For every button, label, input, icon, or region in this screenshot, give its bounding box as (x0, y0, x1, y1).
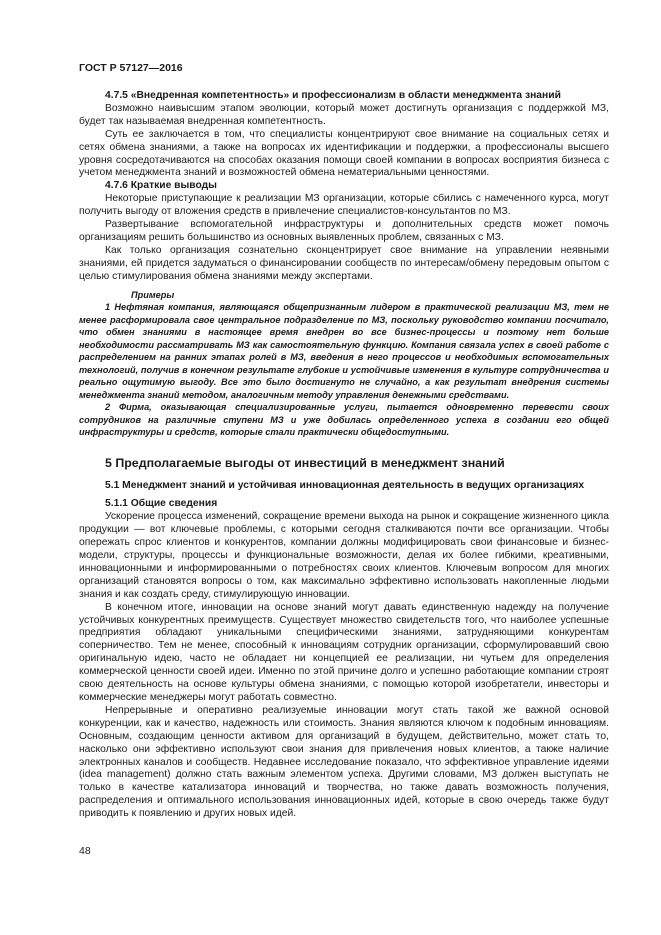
section-5-1-1-paragraph-1: Ускорение процесса изменений, сокращение времени выхода на рынок и сокращение жизненного цикла продукции — вот ключевые проблемы, с которыми сегодня сталкиваются почти все организации. Чтобы опережать спрос клиентов и конкурентов, компании должны модифицировать свои финансовые и бизнес-модели, структуры, процессы и функциональные возможности, делая их более гибкими, креативными, инновационными и информированными о потребностях своих клиентов. Ключевым вопросом для многих организаций становятся вопросы о том, как максимально эффективно использовать накопленные людьми знания и как создать среду, стимулирующую инновации. (79, 511, 609, 600)
section-4-7-6-paragraph-2: Развертывание вспомогательной инфраструктуры и дополнительных средств может помочь организациям решить большинство из основных выявленных проблем, связанных с МЗ. (79, 219, 609, 243)
examples-heading: Примеры (131, 289, 175, 300)
section-4-7-6-paragraph-3: Как только организация сознательно сконцентрирует свое внимание на управлении неявными знаниями, ей придется задуматься о финансировании сообществ по интересам/обмену передовым опытом с целью стимулирования обмена знаниями между экспертами. (79, 244, 609, 282)
section-4-7-6-heading: 4.7.6 Краткие выводы (105, 180, 217, 192)
standard-code-header: ГОСТ Р 57127—2016 (79, 62, 183, 74)
section-5-1-1-paragraph-3: Непрерывные и оперативно реализуемые инновации могут стать такой же важной основой конкуренции, как и качество, надежность или стоимость. Знания являются ключом к подобным инновациям. Основным, создающим ценности активом для организаций в будущем, действительно, может стать то, насколько они эффективно используют свои знания для привлечения новых клиентов, а также наличие электронных каналов и сообществ. Недавнее исследование показало, что эффективное управление идеями (idea management) должно стать важным элементом успеха. Другими словами, МЗ должен выступать не только в качестве катализатора инноваций и творчества, но также давать возможность получения, распределения и оптимального использования инновационных идей, которые в свою очередь также будут приводить к появлению и других новых идей. (79, 704, 609, 820)
example-1: 1 Нефтяная компания, являющаяся общепризнанным лидером в практической реализации МЗ, тем не менее расформировала свое центральное подразделение по МЗ, поскольку руководство компании посчитало, что обмен знаниями в настоящее время внедрен во все бизнес-процессы и поэтому нет больше необходимости рассматривать МЗ как самостоятельную функцию. Компания связала успех в своей работе с распределением на ранних этапах ролей в МЗ, введения в него процессов и необходимых вспомогательных технологий, получив в конечном результате глубокие и устойчивые изменения в культуре сотрудничества и реально ощутимую выгоду. Все это было достигнуто не случайно, а как результат внедрения системы менеджмента знаний методом, аналогичным методу управления денежными средствами. (79, 302, 609, 400)
section-4-7-5-heading: 4.7.5 «Внедренная компетентность» и профессионализм в области менеджмента знаний (105, 90, 561, 101)
document-body (79, 90, 609, 821)
example-2: 2 Фирма, оказывающая специализированные услуги, пытается одновременно перевести своих сотрудников на различные ступени МЗ и уже добилась определенного успеха в создании его общей инфраструктуры и средств, которые стали практически общедоступными. (79, 402, 609, 438)
section-5-1-1-paragraph-2: В конечном итоге, инновации на основе знаний могут давать единственную надежду на получение устойчивых конкурентных преимуществ. Существует множество свидетельств того, что наиболее успешные предприятия обладают уникальными специфическими знаниями, затрудняющими конкурентам соперничество. Тем не менее, способный к инновациям сотрудник организации, сформулировавший свою оригинальную идею, часто не обладает ни концепцией ее реализации, ни чутьем для определения коммерческой ценности своей идеи. Именно по этой причине долго и успешно работающие компании строят свою деятельность на основе культуры обмена знаниями, с помощью которой изобретатели, инвесторы и коммерческие менеджеры могут работать совместно. (79, 601, 609, 703)
section-5-1-1-heading: 5.1.1 Общие сведения (105, 498, 218, 510)
page-number: 48 (79, 845, 91, 857)
section-4-7-6-paragraph-1: Некоторые приступающие к реализации МЗ организации, которые сбились с намеченного курса, могут получить выгоду от вложения средств в привлечение специалистов-консультантов по МЗ. (79, 193, 609, 218)
section-5-1-heading: 5.1 Менеджмент знаний и устойчивая инновационная деятельность в ведущих организациях (105, 479, 585, 491)
section-5-heading: 5 Предполагаемые выгоды от инвестиций в менеджмент знаний (105, 455, 505, 470)
section-4-7-5-paragraph-2: Суть ее заключается в том, что специалисты концентрируют свое внимание на социальных сетях и сетях обмена знаниями, а также на вопросах их идентификации и поддержки, а профессионалы высшего уровня сосредотачиваются на способах оказания помощи своей компании в вопросах восприятия бизнеса с учетом менеджмента знаний и возможностей обмена нематериальными ценностями. (79, 128, 609, 179)
section-4-7-5-paragraph-1: Возможно наивысшим этапом эволюции, который может достигнуть организация с поддержкой МЗ, будет так называемая внедренная компетентность. (79, 102, 609, 127)
